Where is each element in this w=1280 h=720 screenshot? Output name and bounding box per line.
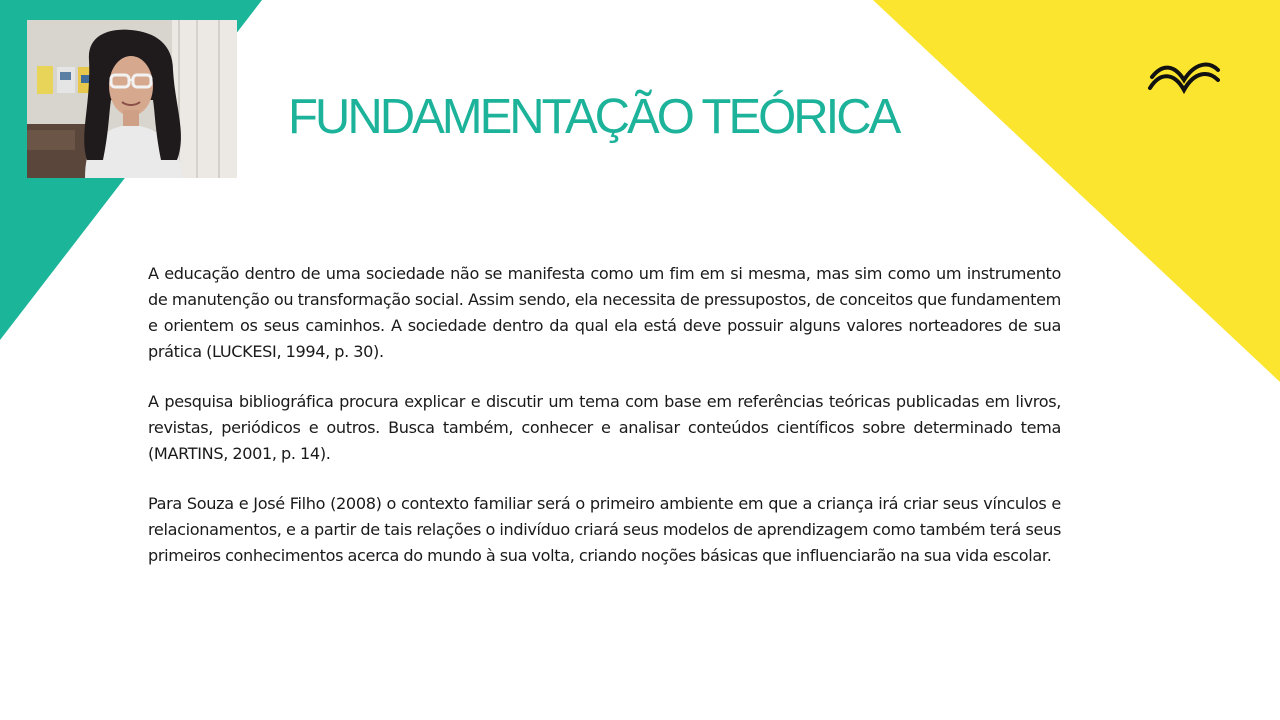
paragraph-2: A pesquisa bibliográfica procura explicar e discutir um tema com base em referências teóricas publicadas em livros, revistas, periódicos e outros. Busca também, conhecer e analisar conteúdos científicos sobre determinado tema (MARTINS, 2001, p. 14). xyxy=(148,392,1061,463)
slide-title: FUNDAMENTAÇÃO TEÓRICA xyxy=(288,90,899,144)
slide-body xyxy=(148,261,1061,593)
presenter-webcam xyxy=(27,20,237,178)
paragraph-3: Para Souza e José Filho (2008) o contexto familiar será o primeiro ambiente em que a criança irá criar seus vínculos e relacionamentos, e a partir de tais relações o indivíduo criará seus modelos de aprendizagem como também terá seus primeiros conhecimentos acerca do mundo à sua volta, criando noções básicas que influenciarão na sua vida escolar. xyxy=(148,494,1061,565)
book-wings-icon xyxy=(1146,60,1222,98)
paragraph-1: A educação dentro de uma sociedade não se manifesta como um fim em si mesma, mas sim como um instrumento de manutenção ou transformação social. Assim sendo, ela necessita de pressupostos, de conceitos que fundamentem e orientem os seus caminhos. A sociedade dentro da qual ela está deve possuir alguns valores norteadores de sua prática (LUCKESI, 1994, p. 30). xyxy=(148,264,1061,361)
